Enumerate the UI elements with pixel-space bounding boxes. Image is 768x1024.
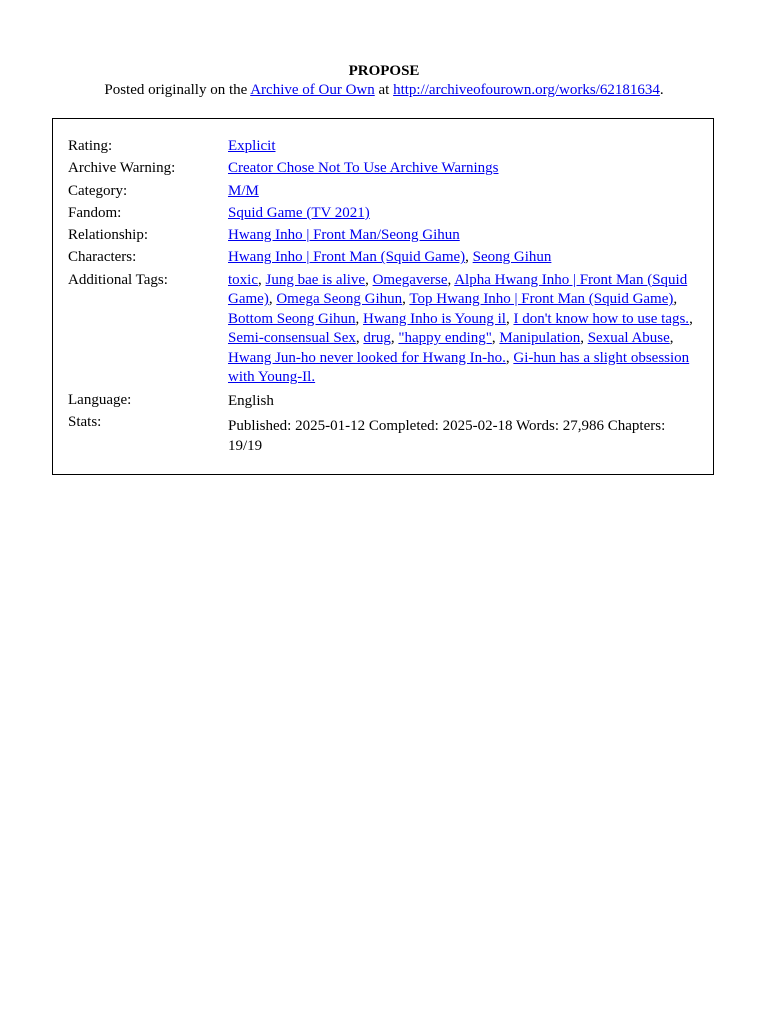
rating-row	[68, 137, 697, 157]
tag-link[interactable]: "happy ending"	[398, 330, 492, 347]
tag-link[interactable]: toxic	[228, 271, 258, 288]
tag-link[interactable]: Top Hwang Inho | Front Man (Squid Game)	[409, 291, 674, 308]
fandom-row	[68, 204, 697, 224]
relationship-label: Relationship:	[68, 227, 148, 244]
stats-row	[68, 413, 697, 456]
tag-link[interactable]: Gi-hun has a slight obsession with Young-Il.	[228, 349, 690, 386]
posted-line	[0, 80, 768, 100]
tag-link[interactable]: Manipulation	[499, 330, 581, 347]
fandom-label: Fandom:	[68, 204, 122, 221]
category-row	[68, 182, 697, 202]
category-link[interactable]: M/M	[228, 182, 259, 199]
characters-label: Characters:	[68, 249, 137, 266]
tag-link[interactable]: Omegaverse	[372, 271, 448, 288]
warning-label: Archive Warning:	[68, 160, 176, 177]
work-header	[0, 0, 768, 100]
language-label: Language:	[68, 391, 132, 408]
warning-row	[68, 159, 697, 179]
rating-link[interactable]: Explicit	[228, 138, 276, 154]
rating-label: Rating:	[68, 138, 113, 154]
tag-link[interactable]: Bottom Seong Gihun	[228, 310, 356, 327]
tag-link[interactable]: Jung bae is alive	[265, 271, 366, 288]
posted-suffix: .	[659, 82, 664, 98]
stats-label: Stats:	[68, 414, 102, 431]
tag-link[interactable]: Semi-consensual Sex	[228, 330, 356, 347]
tag-link[interactable]: Hwang Jun-ho never looked for Hwang In-ho.	[228, 349, 506, 366]
relationship-row	[68, 226, 697, 246]
characters-list: Hwang Inho | Front Man (Squid Game), Seong Gihun	[228, 249, 552, 266]
tag-link[interactable]: Sexual Abuse	[587, 330, 670, 347]
tag-link[interactable]: I don't know how to use tags.	[513, 310, 690, 327]
language-value: English	[228, 392, 274, 409]
tag-link[interactable]: Alpha Hwang Inho | Front Man (Squid Game)	[228, 271, 688, 308]
tags-row	[68, 271, 697, 388]
language-row	[68, 391, 697, 411]
category-label: Category:	[68, 182, 128, 199]
archive-link[interactable]: Archive of Our Own	[250, 82, 375, 98]
posted-prefix: Posted originally on the	[104, 82, 251, 98]
warning-link[interactable]: Creator Chose Not To Use Archive Warnings	[228, 160, 499, 177]
characters-row	[68, 248, 697, 268]
stats-value: Published: 2025-01-12 Completed: 2025-02-18 Words: 27,986 Chapters: 19/19	[228, 418, 666, 455]
work-url-link[interactable]: http://archiveofourown.org/works/62181634	[393, 82, 660, 98]
character-link[interactable]: Hwang Inho | Front Man (Squid Game)	[228, 249, 466, 266]
posted-middle: at	[374, 82, 394, 98]
tag-link[interactable]: Omega Seong Gihun	[276, 291, 403, 308]
work-meta-box	[52, 118, 714, 475]
work-title: PROPOSE	[348, 63, 420, 79]
fandom-link[interactable]: Squid Game (TV 2021)	[228, 204, 370, 221]
tags-label: Additional Tags:	[68, 271, 168, 288]
tags-list: toxic, Jung bae is alive, Omegaverse, Alpha Hwang Inho | Front Man (Squid Game), Omega Seong Gihun, Top Hwang Inho | Front Man (Squid Game), Bottom Seong Gihun, Hwang Inho is Young il, I don't know how to use tags., Semi-consensual Sex, drug, "happy ending", Manipulation, Sexual Abuse, Hwang Jun-ho never looked for Hwang In-ho., Gi-hun has a slight obsession with Young-Il.	[228, 271, 693, 386]
tag-link[interactable]: Hwang Inho is Young il	[363, 310, 506, 327]
character-link[interactable]: Seong Gihun	[472, 249, 552, 266]
relationship-link[interactable]: Hwang Inho | Front Man/Seong Gihun	[228, 227, 460, 244]
tag-link[interactable]: drug	[363, 330, 391, 347]
